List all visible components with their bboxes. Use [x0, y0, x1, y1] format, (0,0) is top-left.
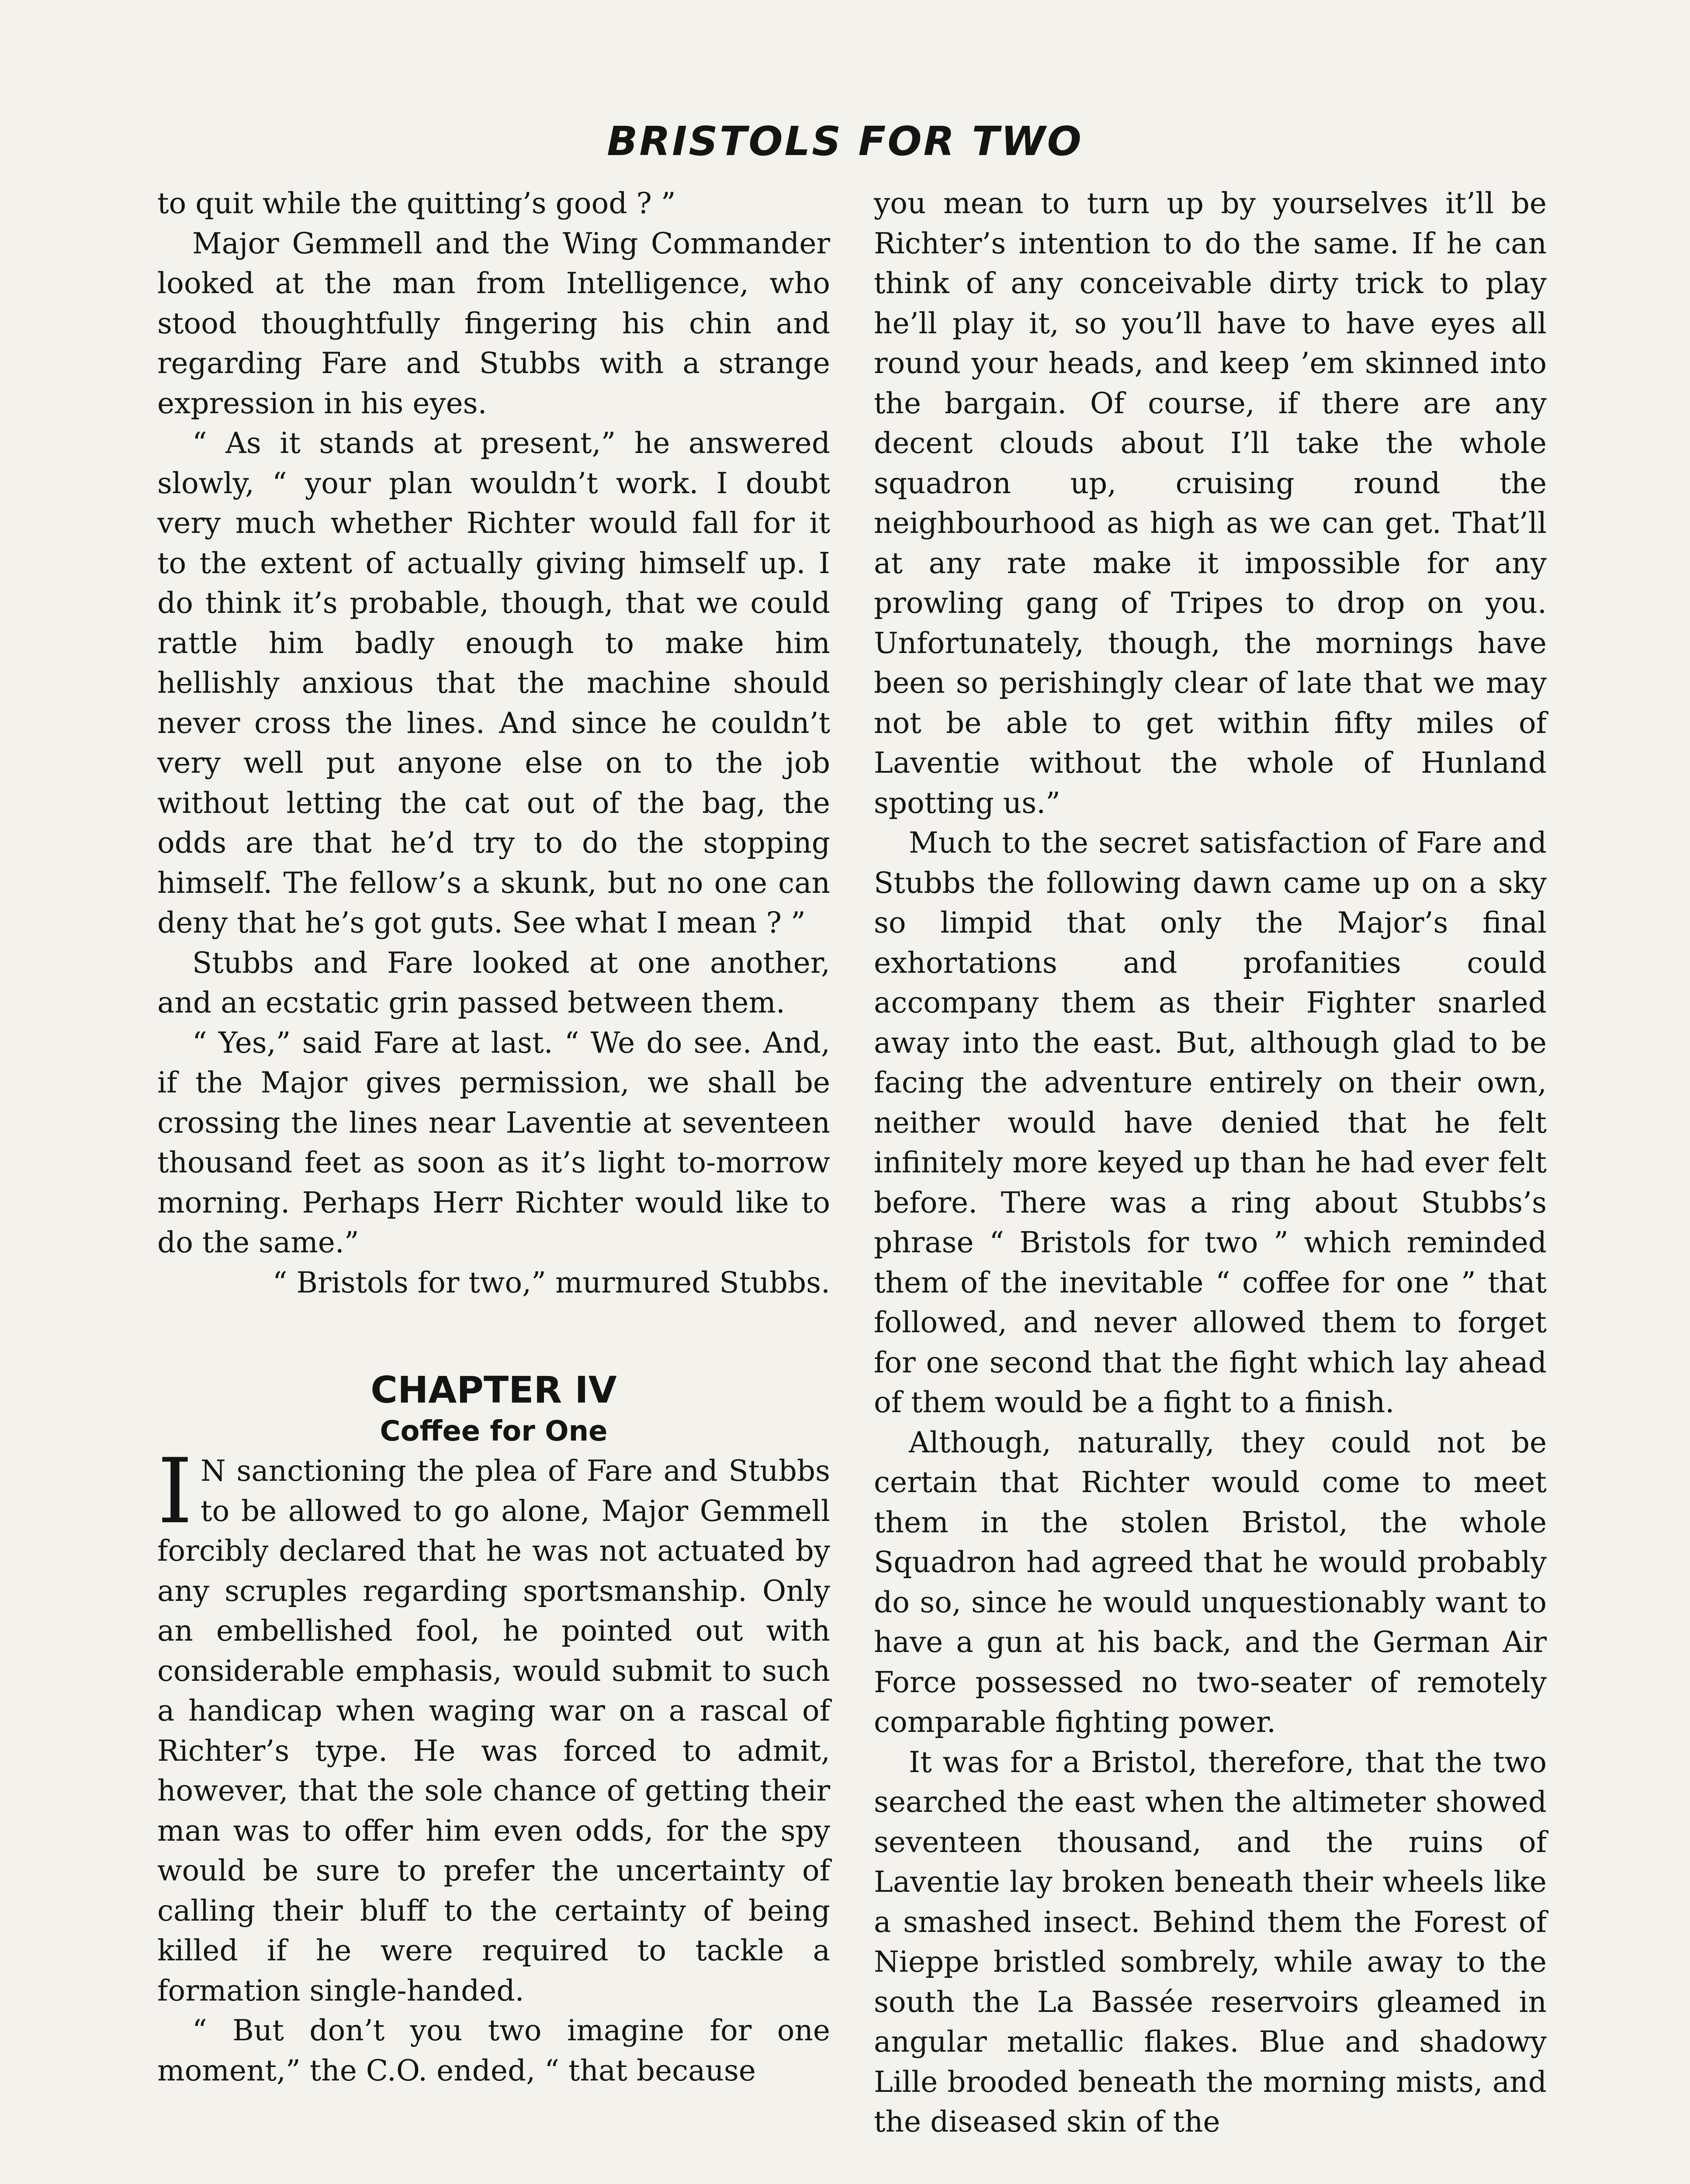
paragraph: “ But don’t you two imagine for one moment,” the C.O. ended, “ that because: [157, 2014, 830, 2087]
drop-cap: I: [157, 1440, 193, 1544]
left-column: [157, 183, 830, 2091]
chapter-title: CHAPTER IV: [371, 1368, 617, 1411]
paragraph: to quit while the quitting’s good ? ”: [157, 187, 676, 220]
paragraph: Much to the secret satisfaction of Fare and Stubbs the following dawn came up on a sky so limpid that only the Major’s final exhortations and profanities could accompany them as their Fighter snarled away into the east. But, although glad to be facing the adventure entirely on their own, neither would have denied that he felt infinitely more keyed up than he had ever felt before. There was a ring about Stubbs’s phrase “ Bristols for two ” which reminded them of the inevitable “ coffee for one ” that followed, and never allowed them to forget for one second that the fight which lay ahead of them would be a fight to a finish.: [874, 826, 1547, 1419]
chapter-subtitle: Coffee for One: [380, 1415, 608, 1448]
paragraph: [157, 1440, 830, 2011]
right-column: [874, 183, 1547, 2142]
paragraph: “ Yes,” said Fare at last. “ We do see. And, if the Major gives permission, we shall be crossing the lines near Laventie at seventeen thousand feet as soon as it’s light to-morrow morning. Perhaps Herr Richter would like to do the same.”: [157, 1026, 830, 1259]
paragraph: “ Bristols for two,” murmured Stubbs.: [272, 1265, 830, 1299]
paragraph-text: N sanctioning the plea of Fare and Stubbs to be allowed to go alone, Major Gemmell forcibly declared that he was not actuated by any scruples regarding sportsmanship. Only an embellished fool, he pointed out with considerable emphasis, would submit to such a handicap when waging war on a rascal of Richter’s type. He was forced to admit, however, that the sole chance of getting their man was to offer him even odds, for the spy would be sure to prefer the uncertainty of calling their bluff to the certainty of being killed if he were required to tackle a formation single-handed.: [157, 1454, 830, 2008]
paragraph: “ As it stands at present,” he answered slowly, “ your plan wouldn’t work. I doubt very much whether Richter would fall for it to the extent of actually giving himself up. I do think it’s probable, though, that we could rattle him badly enough to make him hellishly anxious that the machine should never cross the lines. And since he couldn’t very well put anyone else on to the job without letting the cat out of the bag, the odds are that he’d try to do the stopping himself. The fellow’s a skunk, but no one can deny that he’s got guts. See what I mean ? ”: [157, 426, 830, 940]
running-title: BRISTOLS FOR TWO: [607, 118, 1083, 165]
paragraph: Stubbs and Fare looked at one another, and an ecstatic grin passed between them.: [157, 946, 830, 1019]
paragraph: Although, naturally, they could not be certain that Richter would come to meet them in the stolen Bristol, the whole Squadron had agreed that he would probably do so, since he would unquestionably want to have a gun at his back, and the German Air Force possessed no two-seater of remotely comparable fighting power.: [874, 1425, 1547, 1739]
paragraph: It was for a Bristol, therefore, that the two searched the east when the altimeter showed seventeen thousand, and the ruins of Laventie lay broken beneath their wheels like a smashed insect. Behind them the Forest of Nieppe bristled sombrely, while away to the south the La Bassée reservoirs gleamed in angular metallic flakes. Blue and shadowy Lille brooded beneath the morning mists, and the diseased skin of the: [874, 1745, 1547, 2139]
paragraph: you mean to turn up by yourselves it’ll be Richter’s intention to do the same. If he can think of any conceivable dirty trick to play he’ll play it, so you’ll have to have eyes all round your heads, and keep ’em skinned into the bargain. Of course, if there are any decent clouds about I’ll take the whole squadron up, cruising round the neighbourhood as high as we can get. That’ll at any rate make it impossible for any prowling gang of Tripes to drop on you. Unfortunately, though, the mornings have been so perishingly clear of late that we may not be able to get within fifty miles of Laventie without the whole of Hunland spotting us.”: [874, 187, 1547, 820]
paragraph: Major Gemmell and the Wing Commander looked at the man from Intelligence, who stood thoughtfully fingering his chin and regarding Fare and Stubbs with a strange expression in his eyes.: [157, 226, 830, 420]
